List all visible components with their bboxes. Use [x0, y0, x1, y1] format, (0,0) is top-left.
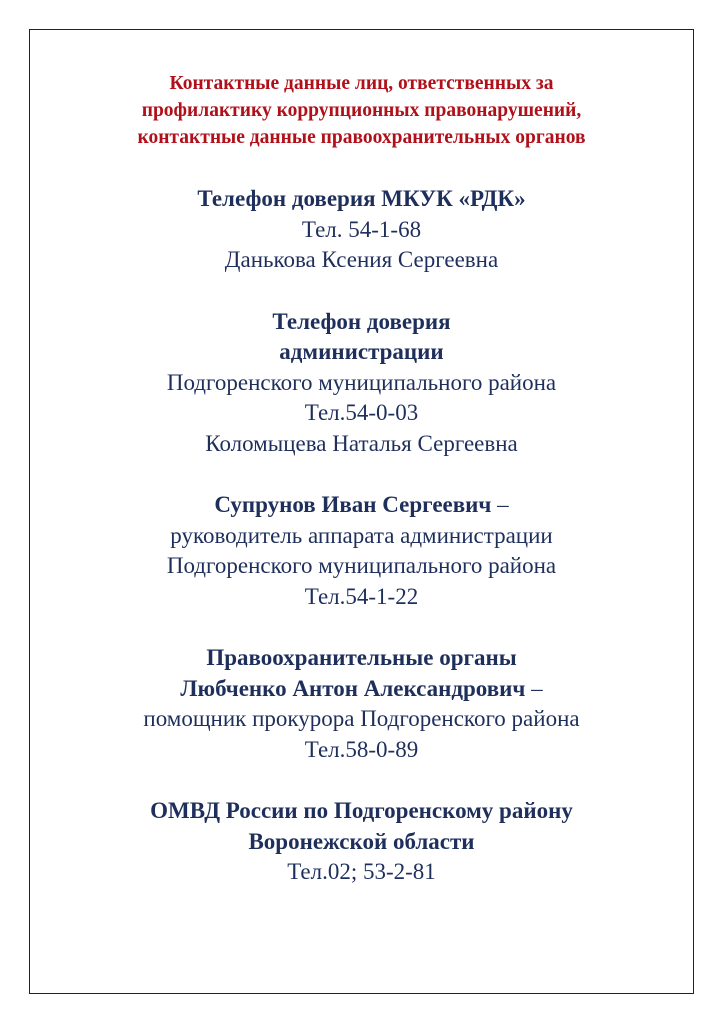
spacer: [29, 276, 694, 307]
admin-org: Подгоренского муниципального района: [166, 369, 557, 395]
admin-person: Коломыцева Наталья Сергеевна: [205, 430, 518, 456]
law-title: Правоохранительные органы: [206, 645, 517, 670]
contacts-list: [29, 184, 694, 888]
admin-phone: Тел.54-0-03: [304, 400, 419, 425]
law-name-line: [29, 674, 694, 705]
head-dash: –: [491, 492, 509, 517]
law-phone: Тел.58-0-89: [304, 736, 419, 762]
header-line-1: Контактные данные лиц, ответственных за: [169, 73, 554, 94]
spacer: [29, 765, 694, 796]
omvd-title-line-2: Воронежской области: [248, 828, 475, 854]
document-header: [29, 70, 694, 151]
rdk-title: Телефон доверия МКУК «РДК»: [197, 186, 526, 211]
spacer: [29, 612, 694, 643]
rdk-phone: Тел. 54-1-68: [301, 216, 422, 242]
admin-title-line-2: администрации: [279, 339, 444, 364]
omvd-title-line-1: ОМВД России по Подгоренскому району: [150, 798, 573, 823]
head-name: Супрунов Иван Сергеевич: [214, 492, 492, 517]
rdk-person: Данькова Ксения Сергеевна: [224, 247, 499, 272]
spacer: [29, 459, 694, 490]
law-dash: –: [525, 675, 543, 701]
admin-title-line-1: Телефон доверия: [272, 308, 451, 334]
header-line-3: контактные данные правоохранительных органов: [137, 127, 586, 148]
head-org: Подгоренского муниципального района: [166, 553, 557, 578]
header-line-2: профилактику коррупционных правонарушений,: [141, 100, 582, 121]
head-role: руководитель аппарата администрации: [170, 522, 553, 548]
law-name: Любченко Антон Александрович: [180, 675, 526, 701]
head-name-line: [29, 490, 694, 521]
law-role: помощник прокурора Подгоренского района: [143, 706, 580, 731]
head-phone: Тел.54-1-22: [304, 583, 419, 609]
omvd-phone: Тел.02; 53-2-81: [287, 859, 436, 884]
